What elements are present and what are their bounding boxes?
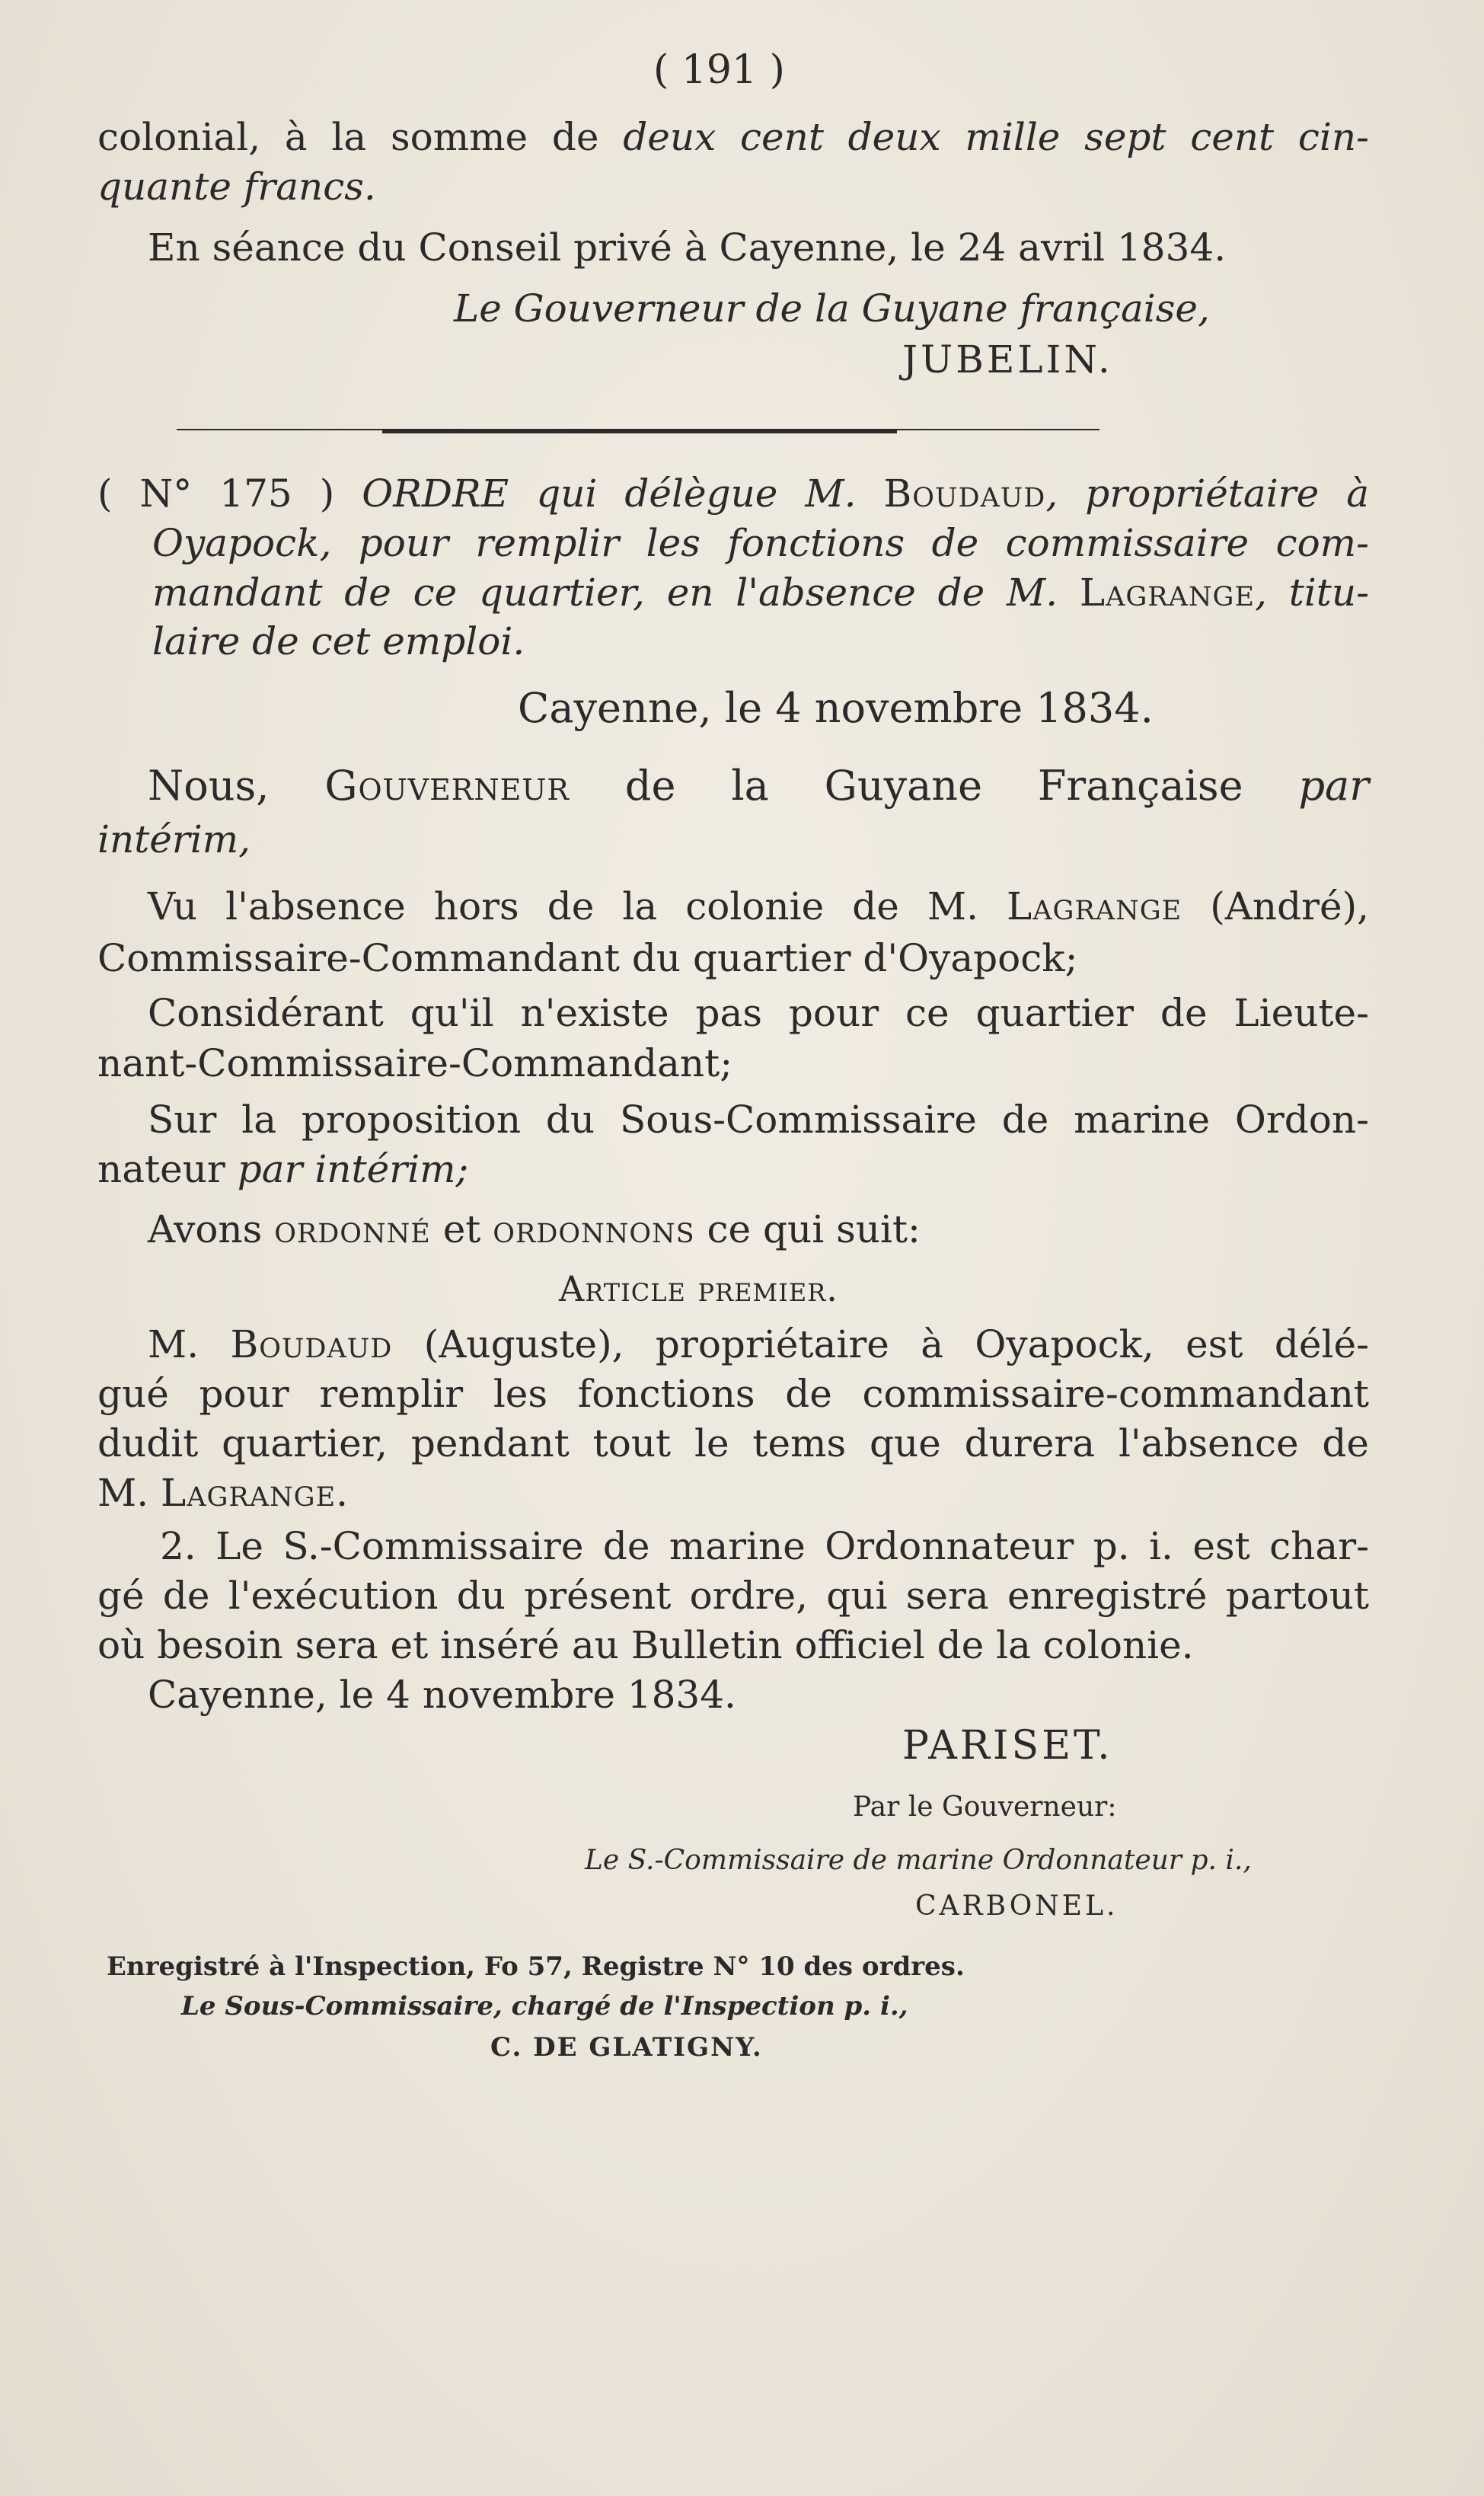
order-heading-line-2: Oyapock, pour remplir les fonctions de commissaire com-: [152, 521, 1369, 565]
prior-act-line-1: colonial, à la somme de deux cent deux mille sept cent cin-: [97, 115, 1370, 159]
article-2-line-1: 2. Le S.-Commissaire de marine Ordonnateur p. i. est char-: [160, 1524, 1369, 1568]
article-2-line-3: où besoin sera et inséré au Bulletin officiel de la colonie.: [97, 1623, 1194, 1667]
signer-title: Le Gouverneur de la Guyane française,: [454, 286, 1210, 331]
article-1-line-3: dudit quartier, pendant tout le tems que durera l'absence de: [97, 1421, 1369, 1465]
par-le-gouverneur: Par le Gouverneur:: [853, 1791, 1117, 1823]
vu-line-1: Vu l'absence hors de la colonie de M. Lagrange (André),: [148, 884, 1369, 928]
order-heading-line-3: mandant de ce quartier, en l'absence de M. Lagrange, titu-: [152, 570, 1369, 615]
countersign-title: Le S.-Commissaire de marine Ordonnateur p. i.,: [585, 1845, 1252, 1876]
avons-line: Avons ordonné et ordonnons ce qui suit:: [148, 1207, 921, 1251]
place-date: Cayenne, le 4 novembre 1834.: [518, 684, 1154, 732]
article-1-line-2: gué pour remplir les fonctions de commissaire-commandant: [97, 1372, 1369, 1416]
order-heading-line-1: ( N° 175 ) ORDRE qui délègue M. Boudaud, propriétaire à: [97, 471, 1370, 516]
closing-date: Cayenne, le 4 novembre 1834.: [148, 1673, 736, 1717]
article-1-line-1: M. Boudaud (Auguste), propriétaire à Oyapock, est délé-: [148, 1322, 1370, 1366]
registration-signer: C. DE GLATIGNY.: [490, 2032, 763, 2063]
order-heading-line-4: laire de cet emploi.: [152, 619, 525, 663]
considerant-line-2: nant-Commissaire-Commandant;: [97, 1041, 733, 1085]
article-2-line-2: gé de l'exécution du présent ordre, qui sera enregistré partout: [97, 1574, 1369, 1618]
page-number: ( 191 ): [653, 47, 785, 93]
vu-line-2: Commissaire-Commandant du quartier d'Oyapock;: [97, 936, 1078, 980]
article-1-line-4: M. Lagrange.: [97, 1471, 349, 1515]
section-divider-rule-thick: [382, 429, 897, 433]
article-heading: Article premier.: [559, 1268, 838, 1309]
nous-line-2: intérim,: [97, 817, 251, 861]
registration-line-1: Enregistré à l'Inspection, Fo 57, Registre N° 10 des ordres.: [107, 1951, 965, 1982]
session-line: En séance du Conseil privé à Cayenne, le 24 avril 1834.: [148, 225, 1227, 270]
nous-line-1: Nous, Gouverneur de la Guyane Française par: [148, 762, 1370, 810]
registration-line-2: Le Sous-Commissaire, chargé de l'Inspection p. i.,: [181, 1991, 908, 2021]
signer-name: JUBELIN.: [902, 337, 1113, 382]
prior-act-line-2: quante francs.: [97, 165, 376, 209]
signer-pariset: PARISET.: [902, 1723, 1113, 1769]
countersign-name: CARBONEL.: [915, 1890, 1119, 1922]
sur-line-2: nateur par intérim;: [97, 1147, 469, 1191]
sur-line-1: Sur la proposition du Sous-Commissaire de marine Ordon-: [148, 1098, 1369, 1142]
considerant-line-1: Considérant qu'il n'existe pas pour ce quartier de Lieute-: [148, 991, 1369, 1035]
